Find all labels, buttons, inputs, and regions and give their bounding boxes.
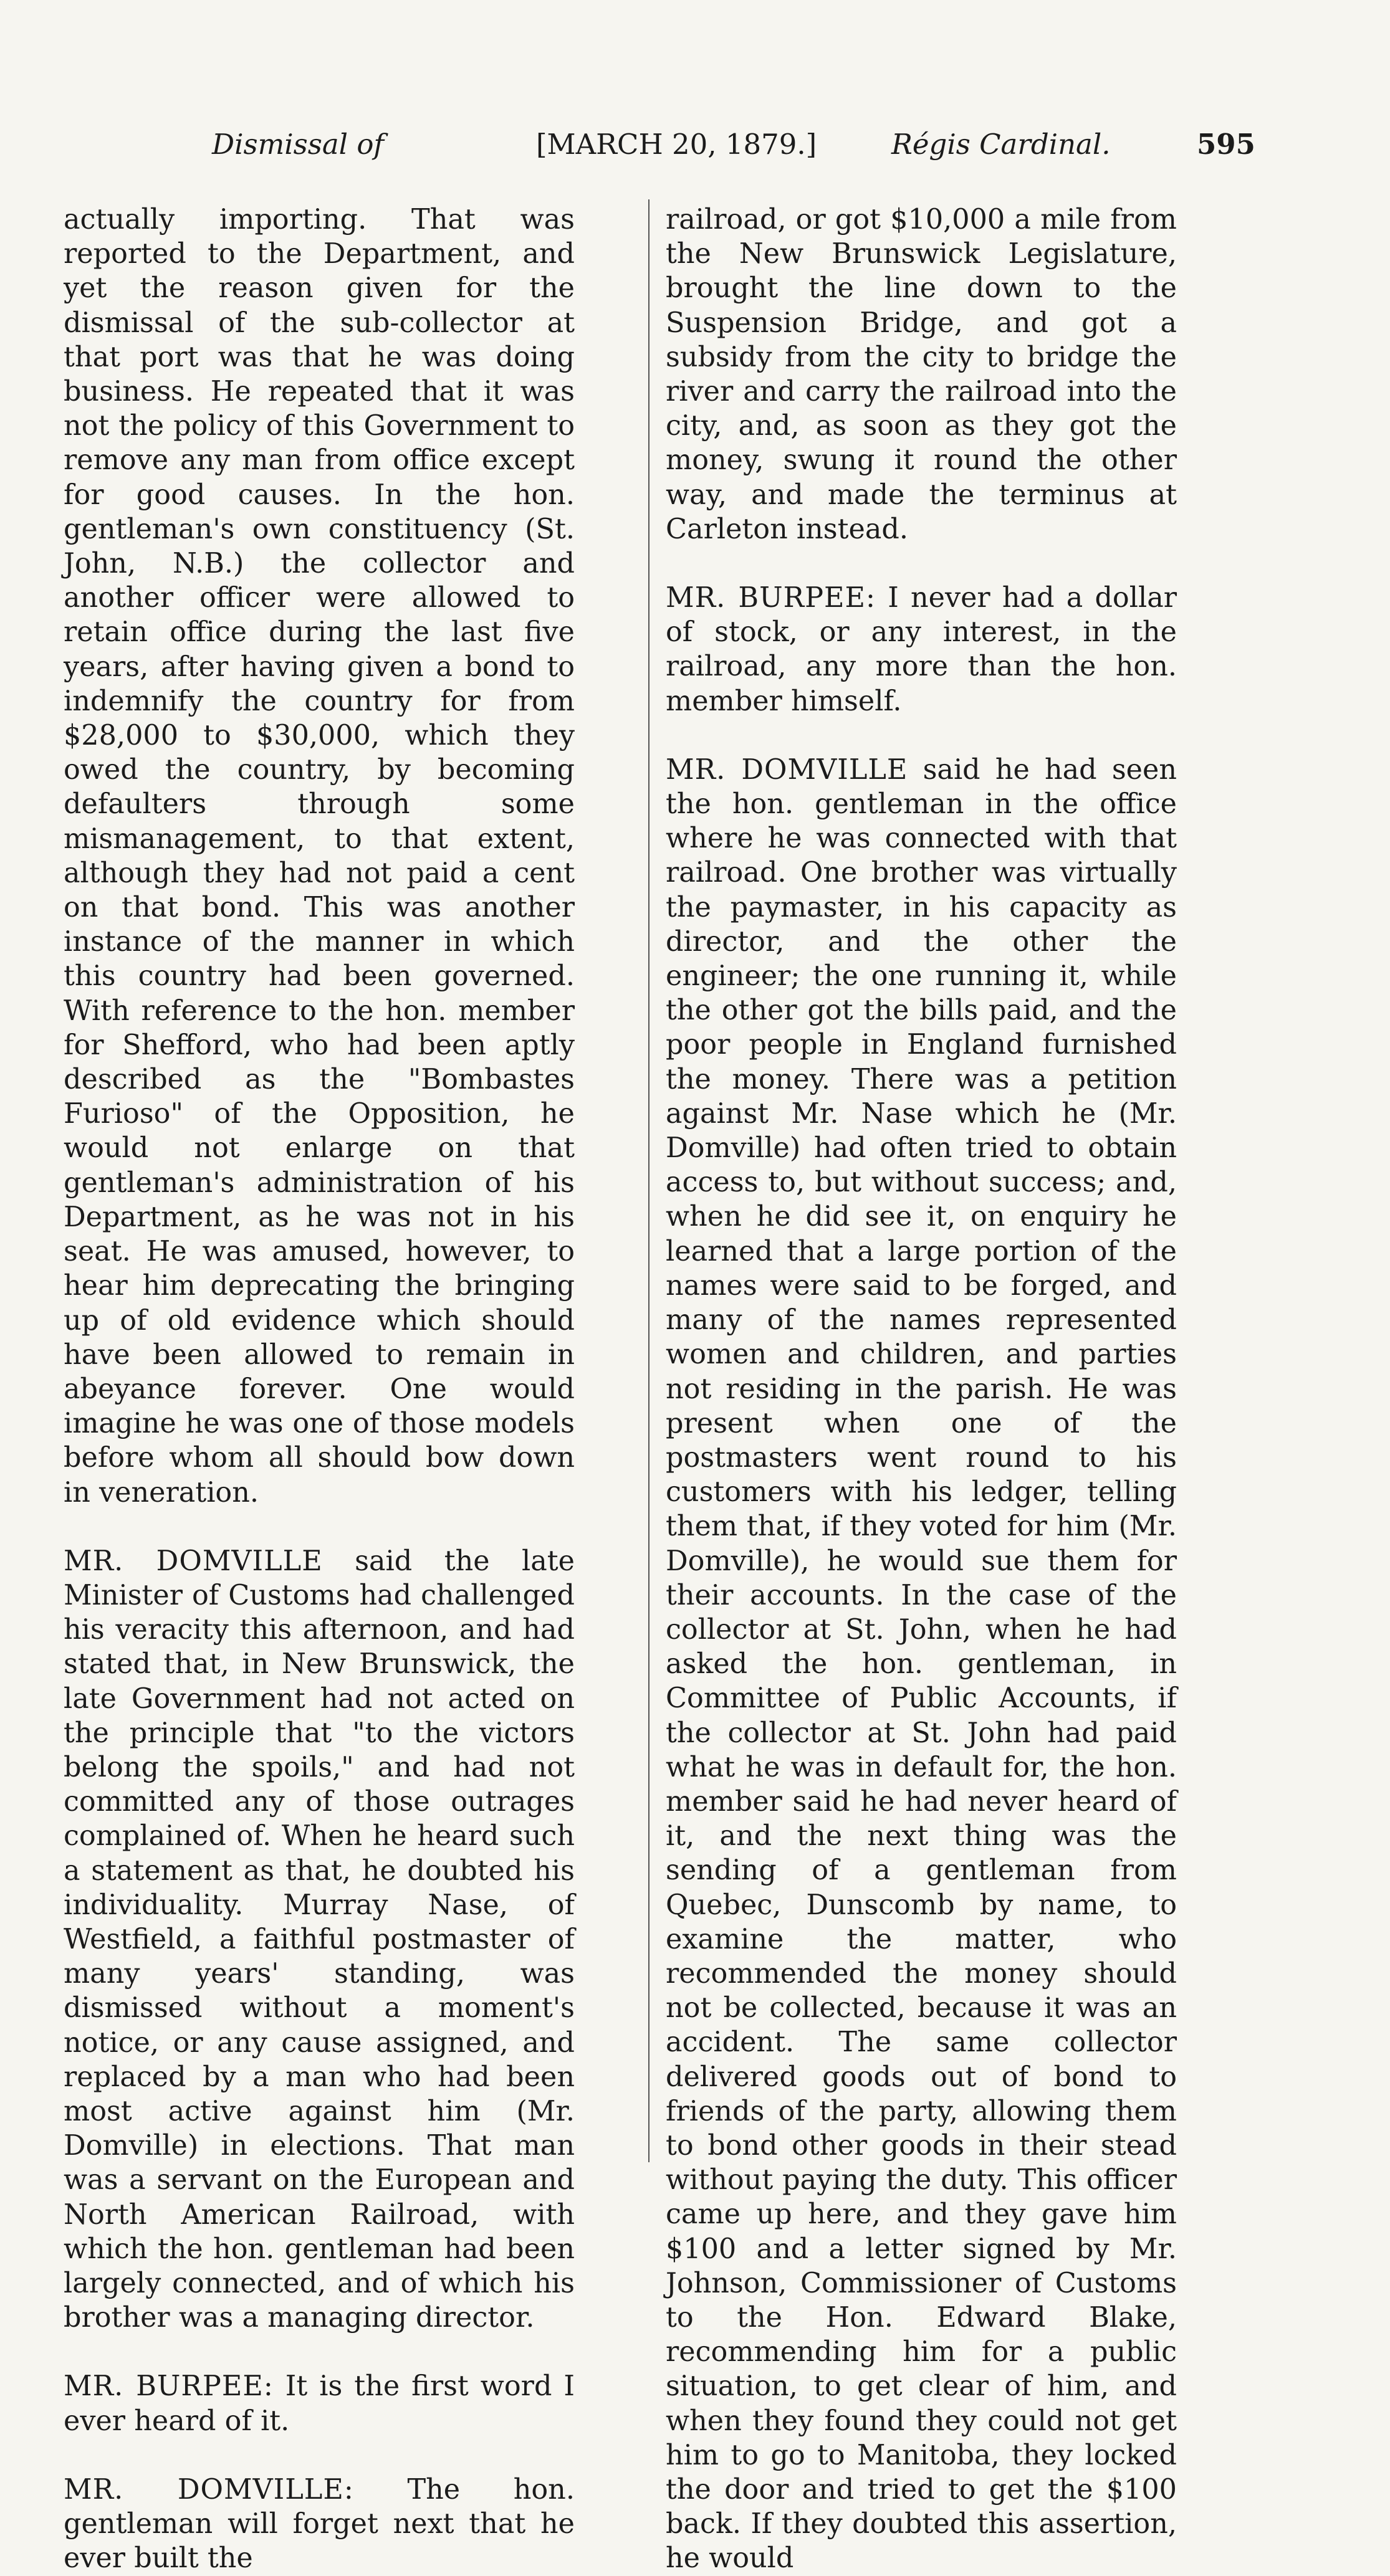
speaker-name: MR. DOMVILLE: xyxy=(64,2473,354,2506)
speaker-name: MR. DOMVILLE xyxy=(64,1545,323,1577)
paragraph xyxy=(64,1544,575,2335)
header-left-title: Dismissal of xyxy=(212,128,385,161)
left-column xyxy=(64,203,575,2575)
paragraph-text: The hon. gentleman will forget next that he ever built the xyxy=(64,2473,575,2575)
speaker-name: MR. DOMVILLE xyxy=(666,753,908,786)
column-divider xyxy=(648,199,649,2162)
paragraph xyxy=(666,581,1177,718)
header-date: [MARCH 20, 1879.] xyxy=(536,128,817,161)
running-header xyxy=(212,128,1259,171)
paragraph xyxy=(64,203,575,1510)
paragraph-text: actually importing. That was reported to the Department, and yet the reason given for the dismissal of the sub-collector at that port was that he was doing business. He repeated that it was not the policy of this Government to remove any man from office except for good causes. In the hon. gentleman's own constituency (St. John, N.B.) the collector and another officer were allowed to retain office during the last five years, after having given a bond to indemnify the country for from $28,000 to $30,000, which they owed the country, by becoming defaulters through some mismanagement, to that extent, although they had not paid a cent on that bond. This was another instance of the manner in which this country had been governed. With reference to the hon. member for Shefford, who had been aptly described as the "Bombastes Furioso" of the Opposition, he would not enlarge on that gentleman's administration of his Department, as he was not in his seat. He was amused, however, to hear him deprecating the bringing up of old evidence which should have been allowed to remain in abeyance forever. One would imagine he was one of those models before whom all should bow down in veneration. xyxy=(64,204,575,1509)
paragraph-text: I never had a dollar of stock, or any interest, in the railroad, any more than the hon. member himself. xyxy=(666,582,1177,717)
right-column xyxy=(666,203,1177,2576)
header-right-title: Régis Cardinal. xyxy=(891,128,1111,161)
paragraph xyxy=(64,2369,575,2438)
page-number: 595 xyxy=(1197,128,1255,161)
speaker-name: MR. BURPEE: xyxy=(64,2370,274,2403)
paragraph-text: It is the first word I ever heard of it. xyxy=(64,2370,575,2437)
paragraph xyxy=(666,203,1177,546)
paragraph xyxy=(666,753,1177,2576)
paragraph-text: railroad, or got $10,000 a mile from the New Brunswick Legislature, brought the line down to the Suspension Bridge, and got a subsidy from the city to bridge the river and carry the railroad into the city, and, as soon as they got the money, swung it round the other way, and made the terminus at Carleton instead. xyxy=(666,204,1177,545)
paragraph xyxy=(64,2473,575,2576)
paragraph-text: said he had seen the hon. gentleman in the office where he was connected with that railroad. One brother was virtually the paymaster, in his capacity as director, and the other the engineer; the one running it, while the other got the bills paid, and the poor people in England furnished the money. There was a petition against Mr. Nase which he (Mr. Domville) had often tried to obtain access to, but without success; and, when he did see it, on enquiry he learned that a large portion of the names were said to be forged, and many of the names represented women and children, and parties not residing in the parish. He was present when one of the postmasters went round to his customers with his ledger, telling them that, if they voted for him (Mr. Domville), he would sue them for their accounts. In the case of the collector at St. John, when he had asked the hon. gentleman, in Committee of Public Accounts, if the collector at St. John had paid what he was in default for, the hon. member said he had never heard of it, and the next thing was the sending of a gentleman from Quebec, Dunscomb by name, to examine the matter, who recommended the money should not be collected, because it was an accident. The same collector delivered goods out of bond to friends of the party, allowing them to bond other goods in their stead without paying the duty. This officer came up here, and they gave him $100 and a letter signed by Mr. Johnson, Commissioner of Customs to the Hon. Edward Blake, recommending him for a public situation, to get clear of him, and when they found they could not get him to go to Manitoba, they locked the door and tried to get the $100 back. If they doubted this assertion, he would xyxy=(666,753,1177,2575)
paragraph-text: said the late Minister of Customs had challenged his veracity this afternoon, and had stated that, in New Brunswick, the late Government had not acted on the principle that "to the victors belong the spoils," and had not committed any of those outrages complained of. When he heard such a statement as that, he doubted his individuality. Murray Nase, of Westfield, a faithful postmaster of many years' standing, was dismissed without a moment's notice, or any cause assigned, and replaced by a man who had been most active against him (Mr. Domville) in elections. That man was a servant on the European and North American Railroad, with which the hon. gentleman had been largely connected, and of which his brother was a managing director. xyxy=(64,1545,575,2334)
speaker-name: MR. BURPEE: xyxy=(666,582,876,614)
